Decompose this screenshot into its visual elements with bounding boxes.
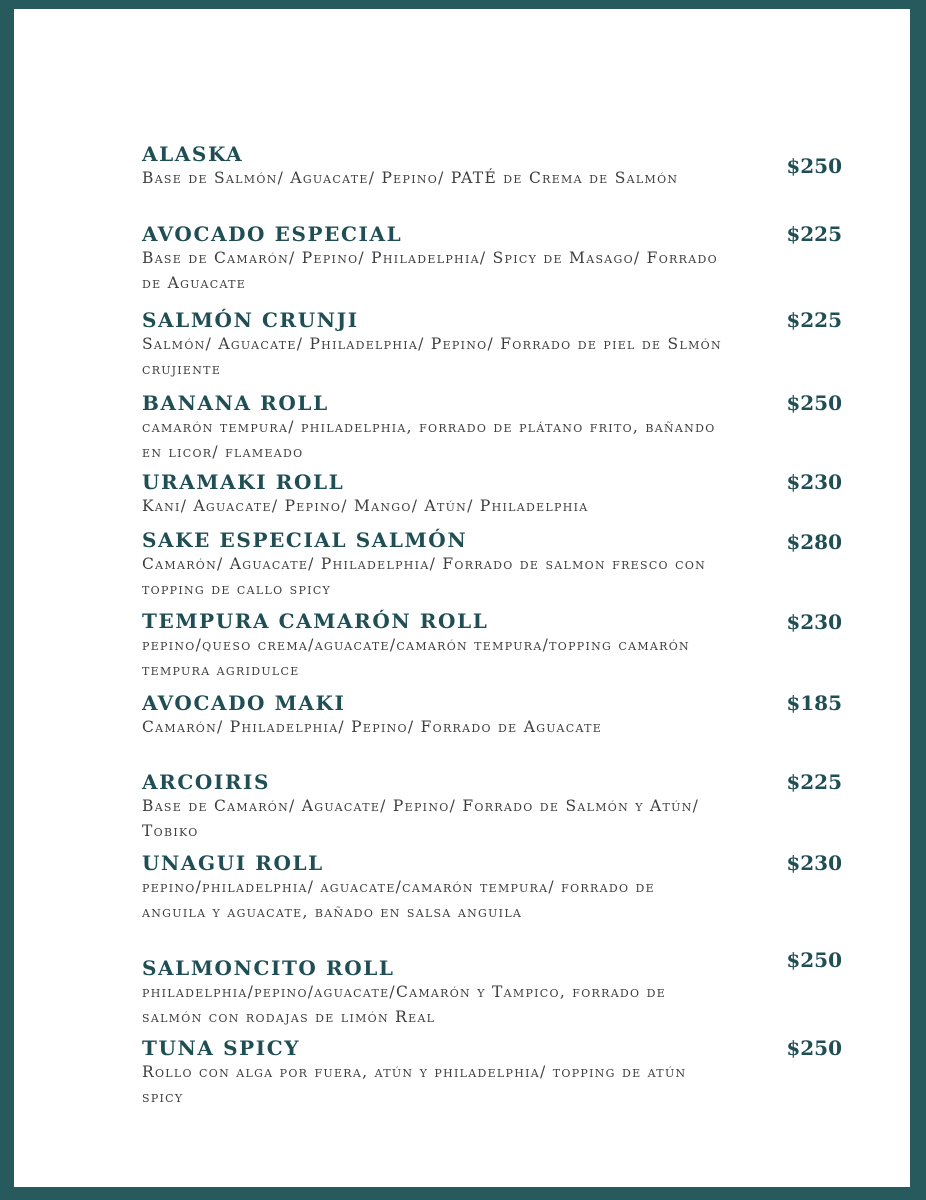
item-description: Base de Camarón/ Aguacate/ Pepino/ Forrado de Salmón y Atún/ Tobiko	[142, 797, 700, 840]
item-name: SALMÓN CRUNJI	[142, 308, 359, 332]
item-price: $250	[786, 948, 842, 972]
item-name: ALASKA	[142, 142, 244, 166]
item-name: AVOCADO ESPECIAL	[142, 222, 403, 246]
item-price: $230	[786, 851, 842, 875]
item-description: camarón tempura/ philadelphia, forrado de plátano frito, bañando en licor/ flameado	[142, 418, 716, 461]
item-price: $225	[786, 222, 842, 246]
menu-item-tempura-camaron-roll	[142, 609, 842, 683]
item-name: SAKE ESPECIAL SALMÓN	[142, 528, 468, 552]
item-description: Base de Salmón/ Aguacate/ Pepino/ PATÉ de Crema de Salmón	[142, 169, 679, 187]
menu-item-alaska	[142, 142, 842, 191]
item-name: ARCOIRIS	[142, 770, 271, 794]
item-price: $225	[786, 770, 842, 794]
menu-item-arcoiris	[142, 770, 842, 844]
menu-item-avocado-maki	[142, 691, 842, 740]
menu-page	[14, 9, 910, 1187]
item-name: BANANA ROLL	[142, 391, 329, 415]
menu-item-salmon-crunji	[142, 308, 842, 382]
item-description: Camarón/ Aguacate/ Philadelphia/ Forrado de salmon fresco con topping de callo spicy	[142, 555, 707, 598]
menu-item-sake-especial-salmon	[142, 528, 842, 602]
item-price: $225	[786, 308, 842, 332]
item-price: $185	[786, 691, 842, 715]
item-price: $250	[786, 391, 842, 415]
item-price: $250	[786, 154, 842, 178]
item-name: URAMAKI ROLL	[142, 470, 345, 494]
item-name: SALMONCITO ROLL	[142, 956, 395, 980]
menu-item-unagui-roll	[142, 851, 842, 925]
item-description: Salmón/ Aguacate/ Philadelphia/ Pepino/ Forrado de piel de Slmón crujiente	[142, 335, 722, 378]
menu-item-avocado-especial	[142, 222, 842, 296]
item-description: pepino/queso crema/aguacate/camarón tempura/topping camarón tempura agridulce	[142, 636, 690, 679]
item-description: Rollo con alga por fuera, atún y philadelphia/ topping de atún spicy	[142, 1063, 687, 1106]
item-name: AVOCADO MAKI	[142, 691, 346, 715]
menu-item-uramaki-roll	[142, 470, 842, 519]
menu-item-tuna-spicy	[142, 1036, 842, 1110]
item-description: Base de Camarón/ Pepino/ Philadelphia/ Spicy de Masago/ Forrado de Aguacate	[142, 249, 718, 292]
item-description: philadelphia/pepino/aguacate/Camarón y Tampico, forrado de salmón con rodajas de limón Real	[142, 983, 667, 1026]
item-description: pepino/philadelphia/ aguacate/camarón tempura/ forrado de anguila y aguacate, bañado en salsa anguila	[142, 878, 655, 921]
item-price: $230	[786, 470, 842, 494]
menu-item-banana-roll	[142, 391, 842, 465]
item-description: Kani/ Aguacate/ Pepino/ Mango/ Atún/ Philadelphia	[142, 497, 589, 515]
item-price: $230	[786, 610, 842, 634]
menu-item-salmoncito-roll	[142, 948, 842, 1030]
item-name: TEMPURA CAMARÓN ROLL	[142, 609, 489, 633]
item-price: $280	[786, 530, 842, 554]
item-name: TUNA SPICY	[142, 1036, 301, 1060]
item-description: Camarón/ Philadelphia/ Pepino/ Forrado de Aguacate	[142, 718, 603, 736]
item-price: $250	[786, 1036, 842, 1060]
item-name: UNAGUI ROLL	[142, 851, 324, 875]
